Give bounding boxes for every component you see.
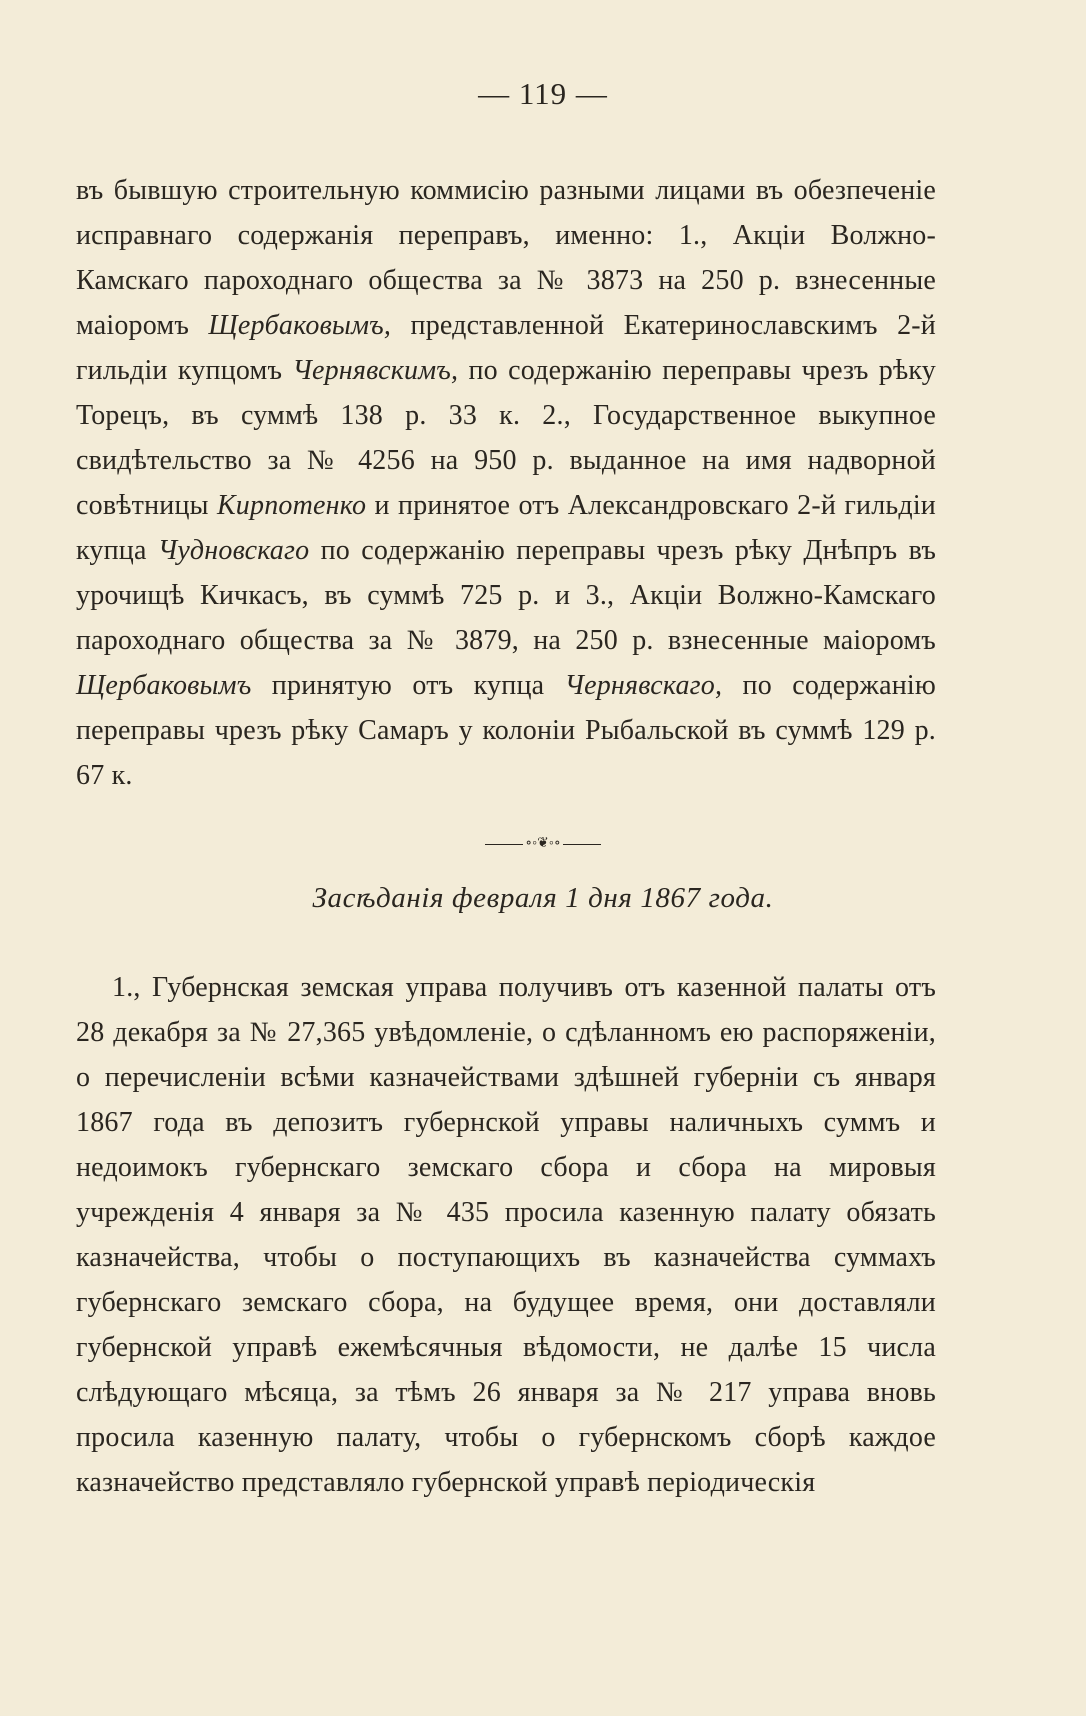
ornamental-divider <box>76 836 936 852</box>
paragraph-1-run: по содержанію переправы чрезъ рѣку Самаръ у колоніи Рыбальской въ суммѣ 129 р. 67 к. <box>76 670 936 791</box>
paragraph-1-run: по содержанію переправы чрезъ рѣку Торецъ, въ суммѣ 138 р. 33 к. 2., Государственное выкупное свидѣтельство за № 4256 на 950 р. выданное на имя надворной совѣтницы <box>76 355 937 521</box>
paragraph-1-name: Щербаковымъ, <box>208 310 392 341</box>
divider-line-left <box>485 844 523 845</box>
divider-ornament-icon: ∘◦❦◦∘ <box>525 836 561 851</box>
paragraph-1-name: Чудновскаго <box>157 535 310 566</box>
paragraph-1-run: принятую отъ купца <box>251 670 565 701</box>
session-heading: Засѣданія февраля 1 дня 1867 года. <box>312 882 774 915</box>
divider-line-right <box>563 844 601 845</box>
paragraph-1-name: Чернявскаго, <box>564 670 723 701</box>
paragraph-1-name: Кирпотенко <box>217 490 367 521</box>
paragraph-1-run: представленной Екатеринославскимъ 2-й гильдіи купцомъ <box>76 310 936 386</box>
paragraph-1-run: по содержанію переправы чрезъ рѣку Днѣпръ въ урочищѣ Кичкасъ, въ суммѣ 725 р. и 3., Акціи Волжно-Камскаго пароходнаго общества за № 3879, на 250 р. взнесенные маіоромъ <box>76 535 936 656</box>
paragraph-1-name: Щербаковымъ <box>76 670 252 701</box>
paragraph-1-name: Чернявскимъ, <box>292 355 459 386</box>
paragraph-1 <box>76 168 936 798</box>
page-number: — 119 — <box>478 76 608 111</box>
paragraph-1-run: въ бывшую строительную коммисію разными лицами въ обезпеченіе исправнаго содержанія переправъ, именно: 1., Акціи Волжно-Камскаго пароходнаго общества за № 3873 на 250 р. взнесенные маіоромъ <box>76 175 936 341</box>
paragraph-1-run: и принятое отъ Александровскаго 2-й гильдіи купца <box>76 490 936 566</box>
paragraph-2: 1., Губернская земская управа получивъ отъ казенной палаты отъ 28 декабря за № 27,365 увѣдомленіе, о сдѣланномъ ею распоряженіи, о перечисленіи всѣми казначействами здѣшней губерніи съ января 1867 года въ депозитъ губернской управы наличныхъ суммъ и недоимокъ губернскаго земскаго сбора и сбора на мировыя учрежденія 4 января за № 435 просила казенную палату обязать казначейства, чтобы о поступающихъ въ казначейства суммахъ губернскаго земскаго сбора, на будущее время, они доставляли губернской управѣ ежемѣсячныя вѣдомости, не далѣе 15 числа слѣдующаго мѣсяца, за тѣмъ 26 января за № 217 управа вновь просила казенную палату, чтобы о губернскомъ сборѣ каждое казначейство представляло губернской управѣ періодическія <box>76 972 936 1499</box>
